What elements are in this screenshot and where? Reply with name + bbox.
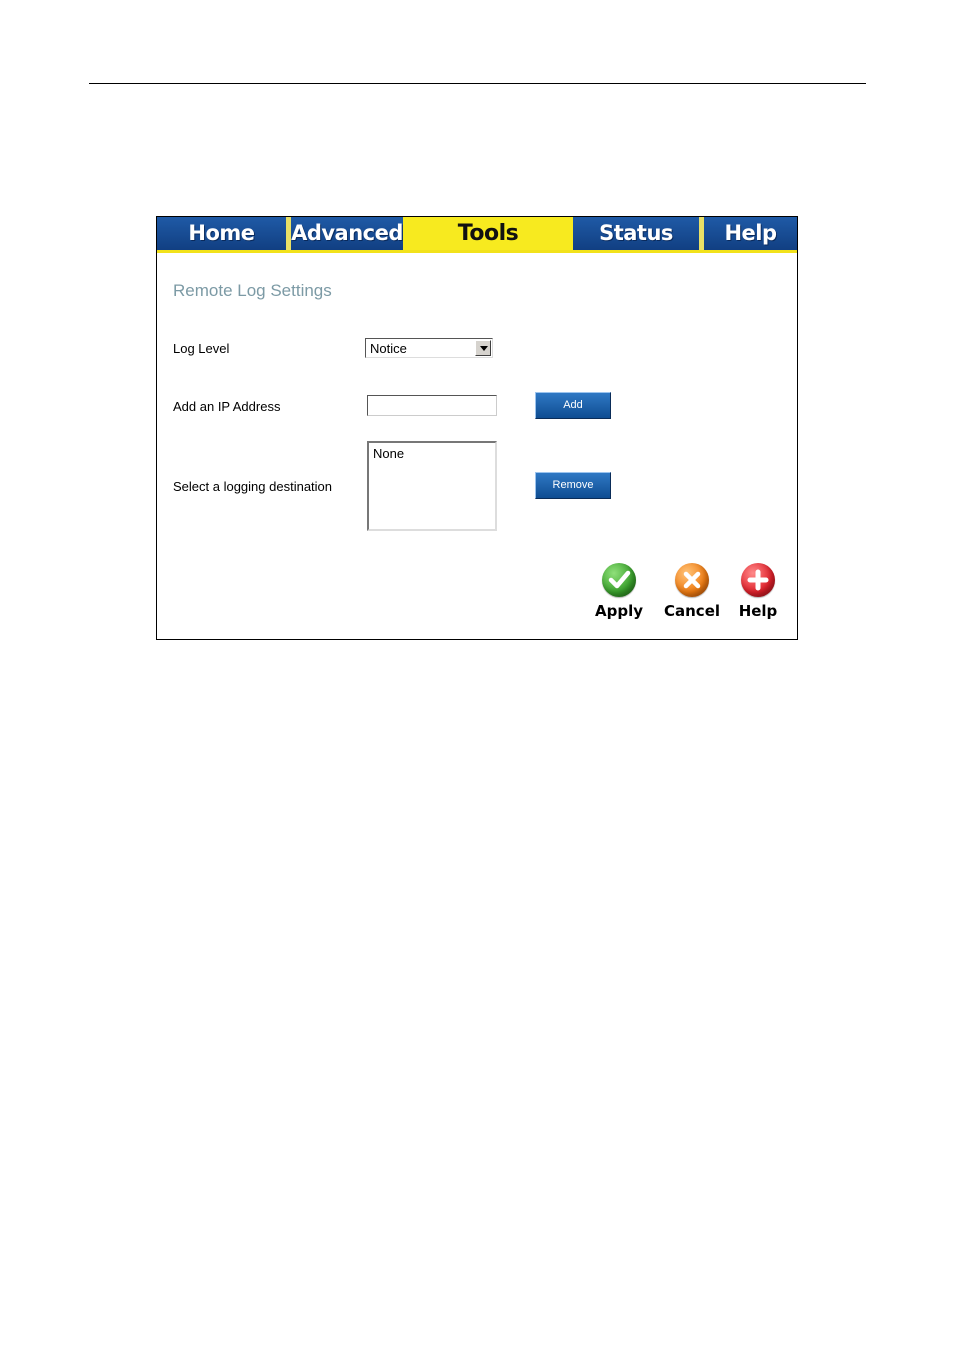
- tab-advanced[interactable]: Advanced: [291, 221, 403, 245]
- check-icon: [602, 563, 636, 597]
- x-icon: [675, 563, 709, 597]
- apply-label: Apply: [595, 602, 644, 620]
- main-tab-bar: [157, 217, 797, 253]
- help-label: Help: [738, 602, 778, 620]
- cancel-button[interactable]: [664, 563, 720, 620]
- list-item[interactable]: None: [373, 446, 405, 461]
- page-top-rule: [89, 83, 866, 84]
- tab-home[interactable]: Home: [188, 221, 255, 245]
- ip-address-input[interactable]: [367, 395, 497, 416]
- tab-tools[interactable]: Tools: [403, 217, 573, 250]
- tab-help[interactable]: Help: [724, 221, 777, 245]
- router-config-window: [156, 216, 798, 640]
- plus-icon: [741, 563, 775, 597]
- cancel-label: Cancel: [664, 602, 721, 620]
- log-level-select[interactable]: [365, 338, 493, 358]
- apply-button[interactable]: [595, 563, 643, 620]
- logging-destination-listbox[interactable]: [367, 441, 497, 531]
- page-title: Remote Log Settings: [173, 281, 332, 300]
- ip-address-label: Add an IP Address: [173, 399, 281, 414]
- tab-status[interactable]: Status: [599, 221, 673, 245]
- log-level-value: Notice: [370, 341, 407, 356]
- log-level-label: Log Level: [173, 341, 230, 356]
- help-button[interactable]: [735, 563, 781, 620]
- add-button[interactable]: Add: [535, 392, 611, 419]
- logging-destination-label: Select a logging destination: [173, 479, 333, 494]
- chevron-down-icon[interactable]: [475, 340, 491, 356]
- remove-button[interactable]: Remove: [535, 472, 611, 499]
